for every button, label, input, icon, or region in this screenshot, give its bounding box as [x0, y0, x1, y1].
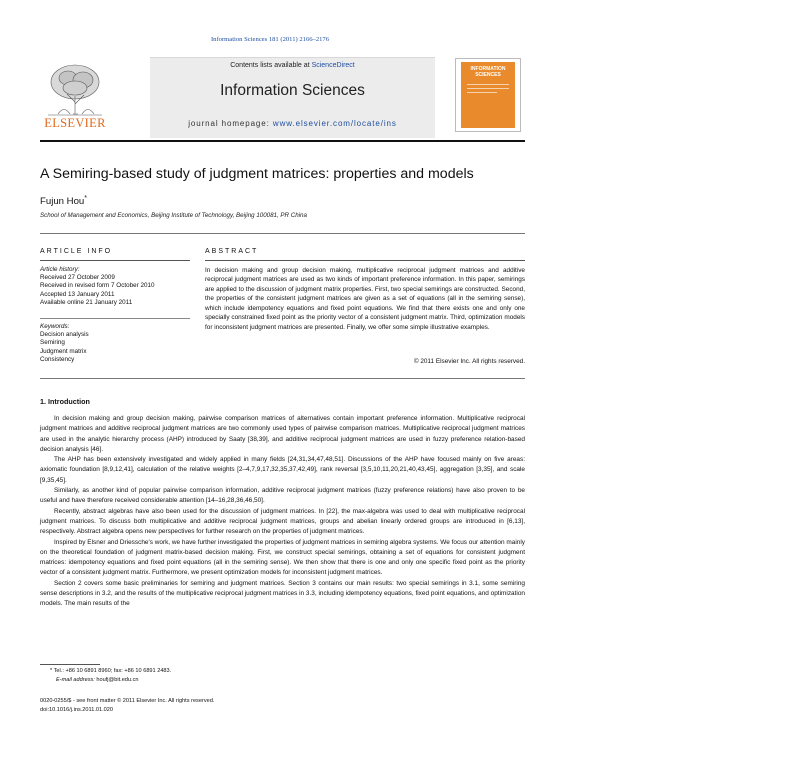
- keyword-item: Decision analysis: [40, 331, 89, 339]
- intro-paragraph: Recently, abstract algebras have also been used for the discussion of judgment matrices. In [22], the max-algebra was used to deal with multiplicative reciprocal judgment matrices. To discuss both multiplicative and additive reciprocal judgment matrices, groups and abelian linearly ordered groups are introduced in [6,13], respectively. Abstract algebra opens new perspectives for further research on the properties of judgment matrices.: [40, 507, 525, 536]
- article-info-rule: [40, 260, 190, 261]
- email-link[interactable]: houfj@bit.edu.cn: [96, 677, 139, 683]
- intro-paragraph: Inspired by Elsner and Driessche's work, we have further investigated the properties of judgment matrices in semiring algebra systems. We focus our attention mainly on the theoretical foundation of judgment matrix-based decision making. First, we construct special semirings, obtaining a set of equations for consistent judgment matrices: idempotency equations and fixed point equations (all in the semiring sense). We then show that there is one and only one specific fixed point as the priority vector of a consistent judgment matrix. Furthermore, we present optimization models for inconsistent judgment matrices.: [40, 538, 525, 577]
- abstract-heading: ABSTRACT: [205, 248, 259, 255]
- footnote-rule: [40, 664, 100, 665]
- doi-link[interactable]: doi:10.1016/j.ins.2011.01.020: [40, 707, 113, 714]
- journal-citation[interactable]: Information Sciences 181 (2011) 2166–2176: [210, 36, 330, 43]
- header-rule: [40, 140, 525, 142]
- footnote-contact-line: [50, 667, 171, 676]
- history-revised: Received in revised form 7 October 2010: [40, 282, 155, 290]
- homepage-prefix: journal homepage:: [188, 119, 273, 128]
- history-received: Received 27 October 2009: [40, 274, 115, 282]
- author-footnote-mark[interactable]: *: [84, 195, 87, 202]
- history-rule: [40, 318, 190, 319]
- keyword-item: Semiring: [40, 339, 65, 347]
- homepage-line: [150, 119, 435, 128]
- history-accepted: Accepted 13 January 2011: [40, 290, 115, 298]
- elsevier-logo-text: ELSEVIER: [44, 116, 106, 130]
- homepage-link[interactable]: www.elsevier.com/locate/ins: [272, 119, 397, 128]
- front-matter: [40, 697, 214, 716]
- intro-paragraph: In decision making and group decision making, pairwise comparison matrices of alternatives contain important preference information. Multiplicative reciprocal judgment matrices and additive reciprocal judgment matrices are two commonly used types of pairwise comparison matrices. Multiplicative reciprocal judgment matrices are used in the analytic hierarchy process (AHP) introduced by Saaty [38,39], and additive reciprocal judgment matrices are used in fuzzy preference relation-based decision analysis [46].: [40, 415, 525, 453]
- intro-paragraph: The AHP has been extensively investigated and widely applied in many fields [24,31,34,47,48,51]. Discussions of the AHP have focused mainly on five areas: axiomatic foundation [8,9,12,41], calculation of the relative weights [2–4,7,9,17,32,35,37,42,49], rank reversal [3,5,10,11,20,21,40,43,45], aggregation [3,35], and scale [9,35,45].: [40, 456, 525, 484]
- intro-paragraph: Section 2 covers some basic preliminaries for semiring and judgment matrices. Section 3 contains our main results: two special semirings in 3.1, some semiring sense descriptions in 3.2, and the results of the multiplicative reciprocal judgment matrices in 3.3, including idempotency equations, fixed point equations, and optimization models. The main results of the: [40, 579, 525, 608]
- affiliation-rule: [40, 233, 525, 234]
- footnote-mark: *: [50, 668, 53, 674]
- footnote-email-line: [50, 676, 171, 685]
- section-heading-introduction: 1. Introduction: [40, 397, 90, 406]
- abstract-bottom-rule: [40, 378, 525, 379]
- contents-prefix: Contents lists available at: [230, 62, 312, 69]
- author-line: [40, 195, 87, 207]
- abstract-copyright: © 2011 Elsevier Inc. All rights reserved.: [413, 358, 525, 365]
- journal-cover-image[interactable]: [455, 58, 521, 132]
- abstract-text: In decision making and group decision making, multiplicative reciprocal judgment matrices and additive reciprocal judgment matrices are used as two kinds of important preference information. In this paper, semirings are applied to the discussion of judgment matrix properties. First, two special semirings are constructed. Second, the properties of the consistent judgment matrices are given as a set of equations (all in the semiring sense), which include idempotency equations and fixed point equations. We find that there exists one and only one specially constrained fixed point as the priority vector of a consistent judgment matrix. Third, optimization models for inconsistent judgment matrices are presented. Finally, we offer some simple illustrative examples.: [205, 267, 525, 331]
- author-name[interactable]: Fujun Hou: [40, 196, 85, 208]
- keywords-label: Keywords:: [40, 323, 70, 330]
- journal-title[interactable]: Information Sciences: [220, 82, 365, 99]
- article-history: [40, 266, 154, 307]
- elsevier-logo[interactable]: [40, 60, 110, 132]
- introduction-body: [40, 414, 525, 610]
- author-affiliation: School of Management and Economics, Beijing Institute of Technology, Beijing 100081, PR China: [40, 212, 307, 219]
- keyword-item: Consistency: [40, 355, 75, 363]
- keywords: [40, 323, 89, 364]
- article-info-heading: ARTICLE INFO: [40, 248, 113, 255]
- issn-line: 0020-0255/$ - see front matter © 2011 Elsevier Inc. All rights reserved.: [40, 698, 215, 704]
- intro-paragraph: Similarly, as another kind of popular pairwise comparison information, additive reciprocal judgment matrices (fuzzy preference relations) have also proven to be useful and have therefore received considerable attention [14–16,28,36,46,50].: [40, 487, 525, 505]
- email-label: E-mail address:: [56, 677, 95, 683]
- history-online: Available online 21 January 2011: [40, 298, 133, 306]
- footnote-contact: Tel.: +86 10 6891 8960; fax: +86 10 6891 2483.: [53, 668, 172, 674]
- sciencedirect-link[interactable]: ScienceDirect: [311, 62, 355, 69]
- abstract-rule: [205, 260, 525, 261]
- footnote: [50, 667, 171, 685]
- cover-title-text: INFORMATION SCIENCES: [470, 66, 506, 78]
- journal-header-box: [150, 57, 435, 138]
- article-title: A Semiring-based study of judgment matrices: properties and models: [40, 166, 474, 182]
- keyword-item: Judgment matrix: [40, 347, 87, 355]
- history-label: Article history:: [40, 266, 80, 273]
- contents-line: [150, 62, 435, 69]
